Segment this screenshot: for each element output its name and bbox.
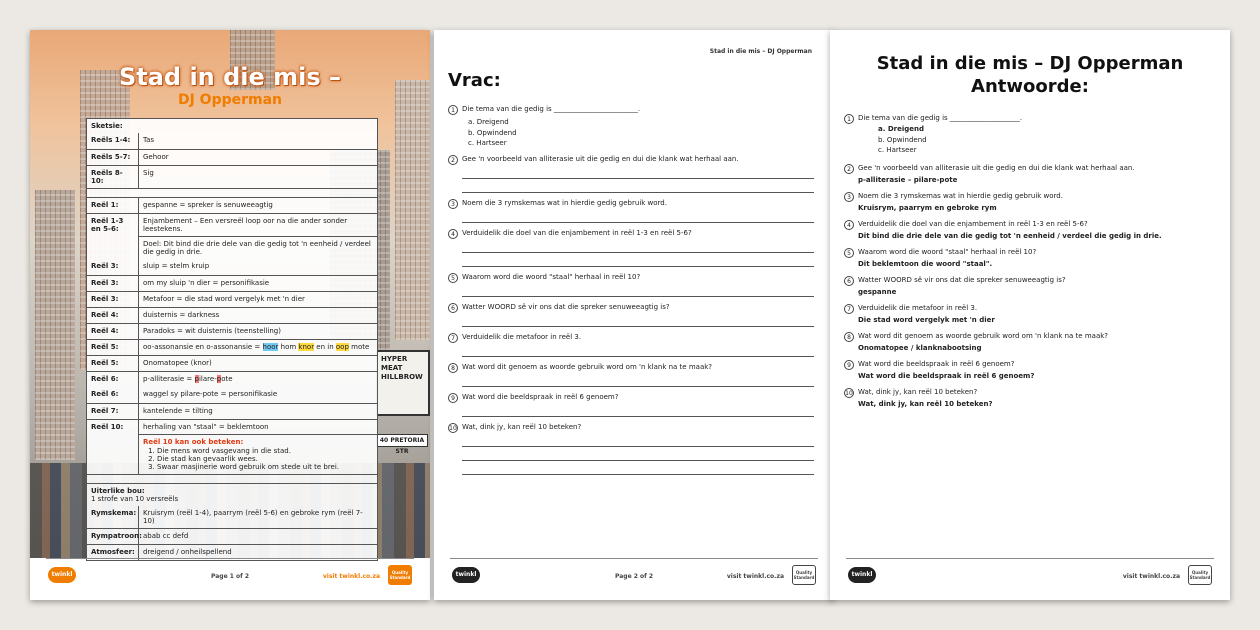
footer-url[interactable]: visit twinkl.co.za bbox=[1122, 573, 1180, 580]
twinkl-logo: twinkl bbox=[452, 567, 480, 583]
answer-line[interactable] bbox=[462, 283, 814, 297]
answer-line[interactable] bbox=[462, 343, 814, 357]
answer-line[interactable] bbox=[462, 403, 814, 417]
table-row: Reël 6: waggel sy pilare-pote = personifikasie bbox=[87, 387, 377, 403]
answers-page bbox=[830, 30, 1230, 600]
answer-text: Onomatopee / klanknabootsing bbox=[858, 343, 982, 352]
answer-line[interactable] bbox=[462, 447, 814, 461]
table-row: Reëls 8-10: Sig bbox=[87, 165, 377, 188]
shop-sign: HYPER MEAT HILLBROW bbox=[376, 350, 430, 416]
answer-line[interactable] bbox=[462, 209, 814, 223]
question-item: 2 Gee 'n voorbeeld van alliterasie uit die gedig en dui die klank wat herhaal aan. bbox=[448, 155, 814, 193]
table-row: Reëls 5-7: Gehoor bbox=[87, 149, 377, 165]
twinkl-logo: twinkl bbox=[848, 567, 876, 583]
list-item: 2. Die stad kan gevaarlik wees. bbox=[157, 455, 373, 463]
option: b. Opwindend bbox=[468, 128, 517, 137]
question-item: 7 Verduidelik die metafoor in reël 3. bbox=[448, 333, 814, 357]
answer-text: Wat word die beeldspraak in reël 6 genoem? bbox=[858, 371, 1035, 380]
question-item: 6 Watter WOORD sê vir ons dat die spreker senuweeagtig is? gespanne bbox=[844, 276, 1210, 296]
page-footer bbox=[450, 558, 818, 600]
answer-line[interactable] bbox=[462, 313, 814, 327]
highlight: p bbox=[216, 375, 222, 383]
answer-line[interactable] bbox=[462, 239, 814, 253]
question-item: 5 Waarom word die woord "staal" herhaal in reël 10? bbox=[448, 273, 814, 297]
list-item: 1. Die mens word vasgevang in die stad. bbox=[157, 447, 373, 455]
table-row: Reël 10: herhaling van "staal" = beklemtoon Reël 10 kan ook beteken: 1. Die mens word vasgevang in die stad. 2. Die stad kan gevaarlik wees. 3. Swaar masjinerie word gebruik om stede uit te brei. bbox=[87, 419, 377, 474]
question-item: 7 Verduidelik die metafoor in reël 3. Die stad word vergelyk met 'n dier bbox=[844, 304, 1210, 324]
quality-badge: Quality Standard bbox=[792, 565, 816, 585]
table-row: Reël 6: p-alliterasie = pilare-pote bbox=[87, 371, 377, 387]
question-item: 10 Wat, dink jy, kan reël 10 beteken? Wat, dink jy, kan reël 10 beteken? bbox=[844, 388, 1210, 408]
table-separator bbox=[87, 474, 377, 483]
highlight: oop bbox=[335, 343, 349, 351]
question-item: 9 Wat word die beeldspraak in reël 6 genoem? Wat word die beeldspraak in reël 6 genoem? bbox=[844, 360, 1210, 380]
question-item: 8 Wat word dit genoem as woorde gebruik word om 'n klank na te maak? Onomatopee / klanknabootsing bbox=[844, 332, 1210, 352]
quality-badge: Quality Standard bbox=[388, 565, 412, 585]
page-heading: Vrac: bbox=[448, 70, 501, 91]
option: a. Dreigend bbox=[468, 118, 509, 126]
sketsie-label: Sketsie: bbox=[91, 122, 123, 130]
option: c. Hartseer bbox=[468, 139, 507, 147]
highlight: hoor bbox=[262, 343, 279, 351]
building bbox=[395, 80, 430, 340]
page-number: Page 2 of 2 bbox=[615, 573, 653, 580]
question-item: 1 Die tema van die gedig is ________________________. a. Dreigend b. Opwindend c. Hartseer bbox=[448, 105, 814, 149]
question-item: 5 Waarom word die woord "staal" herhaal in reël 10? Dit beklemtoon die woord "staal". bbox=[844, 248, 1210, 268]
table-separator bbox=[87, 188, 377, 197]
page-footer bbox=[846, 558, 1214, 600]
poster-page bbox=[30, 30, 430, 600]
table-row: Reël 4: Paradoks = wit duisternis (teenstelling) bbox=[87, 323, 377, 339]
page-title: Stad in die mis – bbox=[118, 63, 342, 91]
notes-table bbox=[86, 118, 378, 561]
table-row: Reël 5: Onomatopee (knor) bbox=[87, 355, 377, 371]
answer-text: Kruisrym, paarrym en gebroke rym bbox=[858, 203, 997, 212]
street-sign: 40 PRETORIA STR bbox=[376, 434, 428, 447]
answer-line[interactable] bbox=[462, 253, 814, 267]
building bbox=[35, 190, 75, 460]
table-row: Reël 3: sluip = stelm kruip bbox=[87, 259, 377, 275]
table-row: Rymskema: Kruisrym (reël 1-4), paarrym (reël 5-6) en gebroke rym (reël 7-10) bbox=[87, 506, 377, 528]
answer-text: Wat, dink jy, kan reël 10 beteken? bbox=[858, 399, 993, 408]
question-item: 3 Noem die 3 rymskemas wat in hierdie gedig gebruik word. Kruisrym, paarrym en gebroke rym bbox=[844, 192, 1210, 212]
table-row: Reël 5: oo-assonansie en o-assonansie = hoor hom knor en in oop mote bbox=[87, 339, 377, 355]
question-item: 9 Wat word die beeldspraak in reël 6 genoem? bbox=[448, 393, 814, 417]
question-item: 3 Noem die 3 rymskemas wat in hierdie gedig gebruik word. bbox=[448, 199, 814, 223]
answer-text: p-alliterasie – pilare-pote bbox=[858, 175, 958, 184]
footer-url[interactable]: visit twinkl.co.za bbox=[322, 573, 380, 580]
answer-line[interactable] bbox=[462, 179, 814, 193]
table-row: Rympatroon: abab cc defd bbox=[87, 528, 377, 544]
worksheet-page bbox=[434, 30, 834, 600]
question-item: 10 Wat, dink jy, kan reël 10 beteken? bbox=[448, 423, 814, 475]
table-row: Reël 3: Metafoor = die stad word vergelyk met 'n dier bbox=[87, 291, 377, 307]
list-item: 3. Swaar masjinerie word gebruik om stede uit te brei. bbox=[157, 463, 373, 471]
page-footer bbox=[46, 558, 414, 600]
table-row: Reëls 1-4: Tas bbox=[87, 133, 377, 149]
question-item: 1 Die tema van die gedig is ____________________. a. Dreigend b. Opwindend c. Hartseer bbox=[844, 114, 1210, 156]
answer-text: Dit beklemtoon die woord "staal". bbox=[858, 259, 993, 268]
table-row: Reël 4: duisternis = darkness bbox=[87, 307, 377, 323]
quality-badge: Quality Standard bbox=[1188, 565, 1212, 585]
table-row: Reël 1-3 en 5-6: Enjambement – Een versreël loop oor na die ander sonder leestekens. Doel: Dit bind die drie dele van die gedig tot 'n eenheid / verdeel die gedig in drie. bbox=[87, 213, 377, 259]
question-item: 4 Verduidelik die doel van die enjambement in reël 1-3 en reël 5-6? bbox=[448, 229, 814, 267]
highlight: knor bbox=[298, 343, 315, 351]
page-number: Page 1 of 2 bbox=[211, 573, 249, 580]
page-title: Stad in die mis – DJ Opperman Antwoorde: bbox=[876, 53, 1184, 98]
table-row: Atmosfeer: dreigend / onheilspellend bbox=[87, 544, 377, 560]
table-row: Reël 3: om my sluip 'n dier = personifikasie bbox=[87, 275, 377, 291]
page-subtitle: DJ Opperman bbox=[177, 92, 283, 108]
question-item: 8 Wat word dit genoem as woorde gebruik word om 'n klank na te maak? bbox=[448, 363, 814, 387]
question-item: 2 Gee 'n voorbeeld van alliterasie uit die gedig en dui die klank wat herhaal aan. p-alliterasie – pilare-pote bbox=[844, 164, 1210, 184]
answer-line[interactable] bbox=[462, 461, 814, 475]
answer-text: Dit bind die drie dele van die gedig tot 'n eenheid / verdeel die gedig in drie. bbox=[858, 231, 1162, 240]
twinkl-logo: twinkl bbox=[48, 567, 76, 583]
answer-text: Die stad word vergelyk met 'n dier bbox=[858, 315, 995, 324]
answer-list bbox=[844, 114, 1210, 416]
uiterlike-label: Uiterlike bou: 1 strofe van 10 versreëls bbox=[87, 483, 377, 506]
answer-text: gespanne bbox=[858, 287, 897, 296]
highlight: p bbox=[194, 375, 199, 383]
page-header: Stad in die mis – DJ Opperman bbox=[709, 48, 812, 55]
question-item: 4 Verduidelik die doel van die enjambement in reël 1-3 en reël 5-6? Dit bind die drie dele van die gedig tot 'n eenheid / verdeel die gedig in drie. bbox=[844, 220, 1210, 240]
table-row: Reël 7: kantelende = tilting bbox=[87, 403, 377, 419]
footer-url[interactable]: visit twinkl.co.za bbox=[726, 573, 784, 580]
question-item: 6 Watter WOORD sê vir ons dat die spreker senuweeagtig is? bbox=[448, 303, 814, 327]
table-row: Reël 1: gespanne = spreker is senuweeagtig bbox=[87, 197, 377, 213]
answer-line[interactable] bbox=[462, 373, 814, 387]
answer-line[interactable] bbox=[462, 165, 814, 179]
question-list bbox=[448, 105, 814, 481]
answer-line[interactable] bbox=[462, 433, 814, 447]
